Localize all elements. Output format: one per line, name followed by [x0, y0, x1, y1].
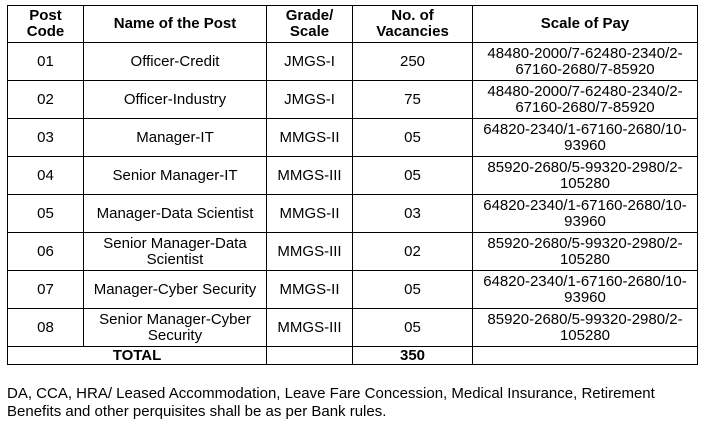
header-post-name: Name of the Post: [84, 6, 267, 43]
footnote-text: DA, CCA, HRA/ Leased Accommodation, Leave Fare Concession, Medical Insurance, Retirement Benefits and other perquisites shall be as per Bank rules.: [7, 385, 655, 420]
cell-post-code: 06: [8, 233, 84, 271]
cell-grade: JMGS-I: [267, 43, 353, 81]
table-row: [8, 233, 698, 271]
cell-post-code: 08: [8, 309, 84, 347]
cell-post-code: 03: [8, 119, 84, 157]
cell-post-name: Officer-Credit: [84, 43, 267, 81]
vacancy-table: [7, 5, 698, 365]
total-grade-empty: [267, 347, 353, 365]
table-row: [8, 309, 698, 347]
cell-post-name: Manager-Data Scientist: [84, 195, 267, 233]
cell-grade: MMGS-II: [267, 119, 353, 157]
table-row: [8, 157, 698, 195]
cell-post-code: 07: [8, 271, 84, 309]
total-label: TOTAL: [8, 347, 267, 365]
cell-grade: MMGS-III: [267, 157, 353, 195]
cell-pay-scale: 48480-2000/7-62480-2340/2-67160-2680/7-85920: [473, 43, 698, 81]
header-pay-scale: Scale of Pay: [473, 6, 698, 43]
total-vacancies: 350: [353, 347, 473, 365]
table-row: [8, 43, 698, 81]
cell-grade: MMGS-III: [267, 309, 353, 347]
header-vacancies: No. of Vacancies: [353, 6, 473, 43]
cell-pay-scale: 64820-2340/1-67160-2680/10-93960: [473, 271, 698, 309]
cell-post-code: 05: [8, 195, 84, 233]
cell-vacancies: 05: [353, 271, 473, 309]
cell-vacancies: 250: [353, 43, 473, 81]
cell-vacancies: 75: [353, 81, 473, 119]
table-row: [8, 81, 698, 119]
cell-vacancies: 05: [353, 309, 473, 347]
cell-pay-scale: 85920-2680/5-99320-2980/2-105280: [473, 233, 698, 271]
cell-post-name: Senior Manager-Data Scientist: [84, 233, 267, 271]
cell-grade: MMGS-II: [267, 271, 353, 309]
cell-post-name: Manager-Cyber Security: [84, 271, 267, 309]
cell-post-name: Manager-IT: [84, 119, 267, 157]
cell-pay-scale: 85920-2680/5-99320-2980/2-105280: [473, 157, 698, 195]
cell-grade: MMGS-II: [267, 195, 353, 233]
cell-post-code: 04: [8, 157, 84, 195]
total-pay-empty: [473, 347, 698, 365]
cell-vacancies: 05: [353, 119, 473, 157]
cell-vacancies: 03: [353, 195, 473, 233]
cell-pay-scale: 64820-2340/1-67160-2680/10-93960: [473, 119, 698, 157]
table-row: [8, 271, 698, 309]
table-header-row: [8, 6, 698, 43]
cell-pay-scale: 64820-2340/1-67160-2680/10-93960: [473, 195, 698, 233]
total-row: [8, 347, 698, 365]
cell-grade: MMGS-III: [267, 233, 353, 271]
cell-pay-scale: 85920-2680/5-99320-2980/2-105280: [473, 309, 698, 347]
table-row: [8, 119, 698, 157]
cell-post-name: Senior Manager-Cyber Security: [84, 309, 267, 347]
cell-vacancies: 02: [353, 233, 473, 271]
cell-post-code: 01: [8, 43, 84, 81]
table-row: [8, 195, 698, 233]
header-post-code: Post Code: [8, 6, 84, 43]
cell-post-name: Officer-Industry: [84, 81, 267, 119]
cell-pay-scale: 48480-2000/7-62480-2340/2-67160-2680/7-85920: [473, 81, 698, 119]
cell-post-code: 02: [8, 81, 84, 119]
cell-post-name: Senior Manager-IT: [84, 157, 267, 195]
cell-grade: JMGS-I: [267, 81, 353, 119]
cell-vacancies: 05: [353, 157, 473, 195]
header-grade: Grade/ Scale: [267, 6, 353, 43]
